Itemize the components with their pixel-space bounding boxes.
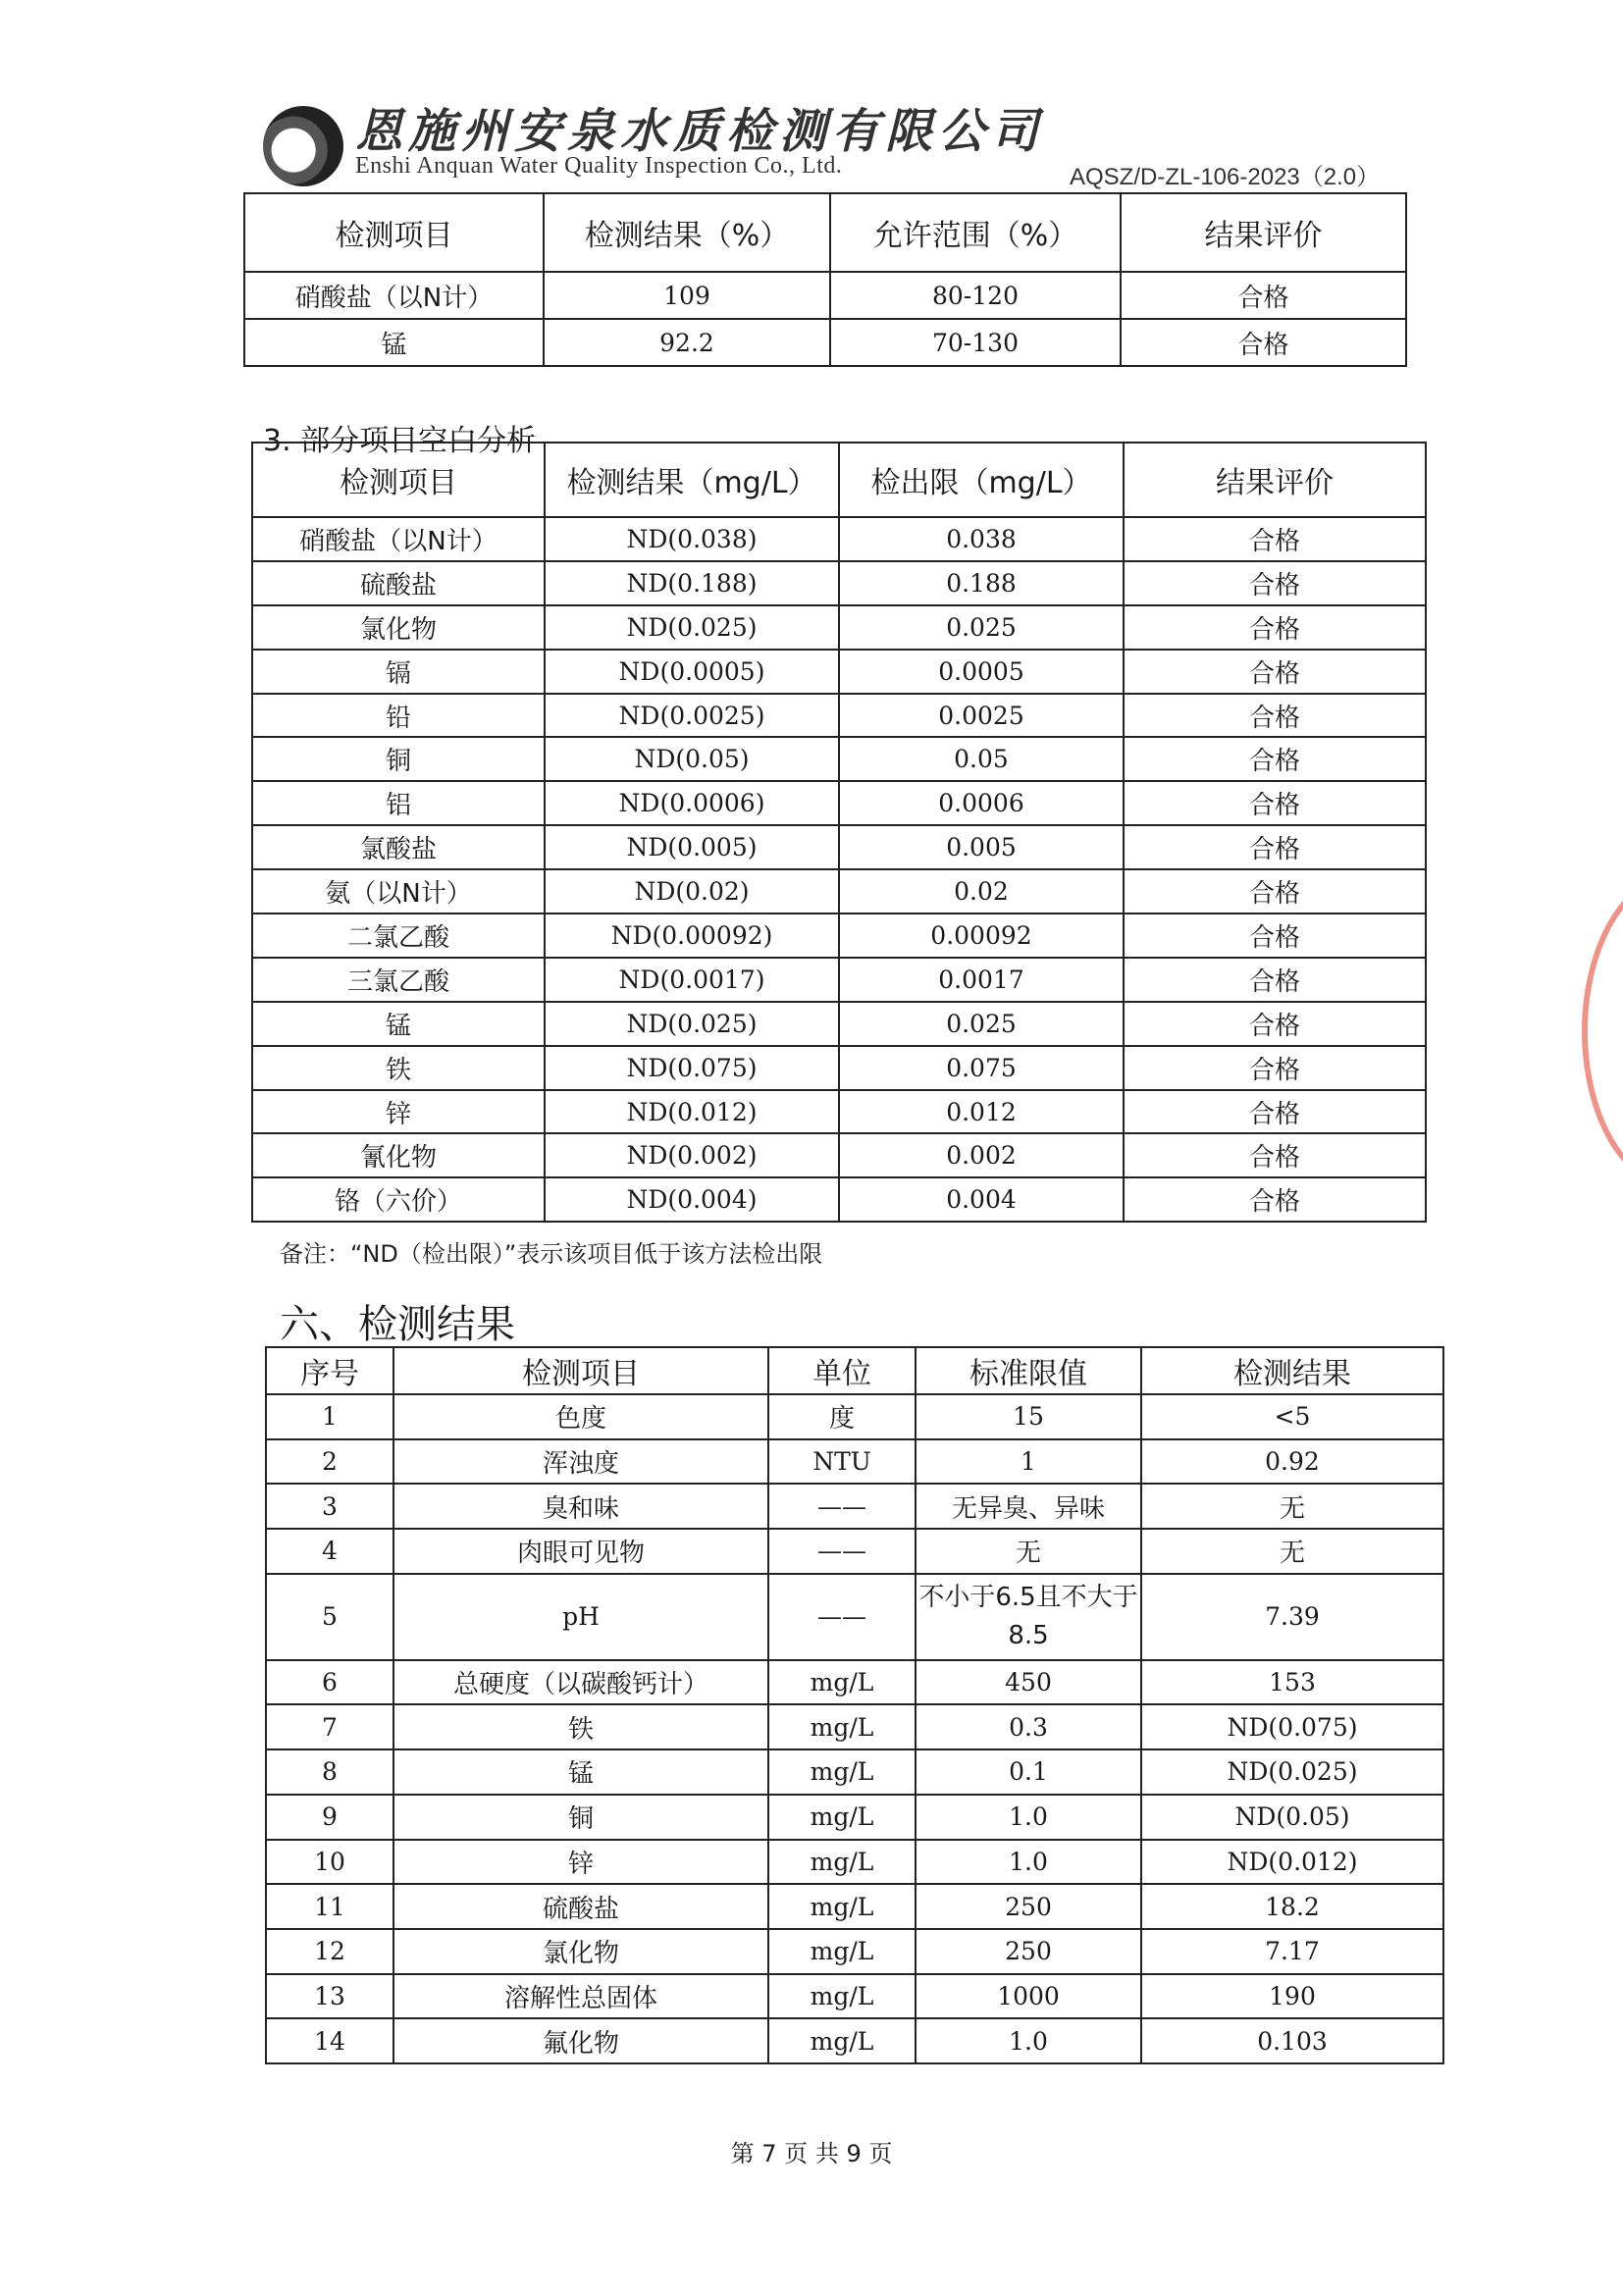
- table-cell: 硫酸盐: [393, 1884, 768, 1929]
- table-cell: 铜: [252, 737, 545, 781]
- table-cell: 铝: [252, 781, 545, 825]
- table-cell: 合格: [1121, 272, 1406, 319]
- table-cell: 3: [266, 1484, 393, 1529]
- table-row: [266, 1840, 1443, 1885]
- company-logo-icon: [263, 106, 343, 186]
- table-cell: 铅: [252, 694, 545, 738]
- table-cell: 铁: [252, 1046, 545, 1090]
- table-cell: 度: [768, 1394, 916, 1439]
- table-row: [266, 1795, 1443, 1840]
- table-cell: 18.2: [1141, 1884, 1443, 1929]
- table-cell: 15: [916, 1394, 1141, 1439]
- blank-analysis-table: [251, 442, 1427, 1223]
- table-cell: 硫酸盐: [252, 561, 545, 605]
- table-cell: 无: [1141, 1484, 1443, 1529]
- table-header: 允许范围（%）: [830, 193, 1121, 272]
- table-cell: 氨（以N计）: [252, 869, 545, 913]
- table-cell: 合格: [1124, 650, 1426, 694]
- table-cell: 合格: [1124, 781, 1426, 825]
- table-row: [252, 825, 1426, 869]
- table-cell: 4: [266, 1529, 393, 1574]
- table-cell: ND(0.075): [545, 1046, 839, 1090]
- table-cell: 合格: [1124, 1090, 1426, 1134]
- table-row: [244, 272, 1406, 319]
- table-row: [252, 561, 1426, 605]
- table-cell: ——: [768, 1529, 916, 1574]
- results-table: [265, 1346, 1444, 2064]
- table-cell: ND(0.025): [1141, 1749, 1443, 1795]
- table-row: [252, 869, 1426, 913]
- table-header: 检测项目: [244, 193, 544, 272]
- table-cell: 7: [266, 1704, 393, 1749]
- table-cell: mg/L: [768, 2018, 916, 2063]
- table-row: [252, 1002, 1426, 1046]
- table-cell: 109: [544, 272, 830, 319]
- table-note: 备注：“ND（检出限）”表示该项目低于该方法检出限: [280, 1240, 823, 1268]
- table-cell: 12: [266, 1929, 393, 1974]
- table-cell: 153: [1141, 1660, 1443, 1705]
- table-cell: ND(0.00092): [545, 913, 839, 958]
- table-row: [266, 1394, 1443, 1439]
- table-cell: 合格: [1124, 1177, 1426, 1222]
- table-header: 序号: [266, 1347, 393, 1394]
- company-name-cn: 恩施州安泉水质检测有限公司: [355, 104, 1045, 159]
- table-cell: 肉眼可见物: [393, 1529, 768, 1574]
- section-heading: 3. 部分项目空白分析: [263, 424, 537, 458]
- table-cell: 臭和味: [393, 1484, 768, 1529]
- table-cell: 450: [916, 1660, 1141, 1705]
- table-cell: 0.005: [839, 825, 1124, 869]
- table-row: [252, 737, 1426, 781]
- table-cell: mg/L: [768, 1704, 916, 1749]
- table-cell: 0.3: [916, 1704, 1141, 1749]
- table-cell: ND(0.002): [545, 1133, 839, 1177]
- table-cell: 锌: [252, 1090, 545, 1134]
- table-header: 单位: [768, 1347, 916, 1394]
- table-cell: ND(0.05): [1141, 1795, 1443, 1840]
- table-cell: 0.05: [839, 737, 1124, 781]
- seal-stamp-icon: [1582, 873, 1623, 1189]
- table-cell: 铬（六价）: [252, 1177, 545, 1222]
- table-cell: ND(0.0017): [545, 958, 839, 1002]
- table-cell: ND(0.004): [545, 1177, 839, 1222]
- table-cell: 7.39: [1141, 1574, 1443, 1660]
- table-cell: ND(0.05): [545, 737, 839, 781]
- table-cell: 8: [266, 1749, 393, 1795]
- table-cell: ND(0.012): [545, 1090, 839, 1134]
- table-row: [252, 1046, 1426, 1090]
- table-cell: 色度: [393, 1394, 768, 1439]
- table-row: [266, 1529, 1443, 1574]
- table-cell: 合格: [1124, 1133, 1426, 1177]
- table-row: [266, 1574, 1443, 1660]
- table-cell: 无异臭、异味: [916, 1484, 1141, 1529]
- table-row: [252, 781, 1426, 825]
- table-cell: 2: [266, 1439, 393, 1485]
- table-cell: ND(0.188): [545, 561, 839, 605]
- table-header: 检测结果（mg/L）: [545, 443, 839, 517]
- table-cell: 氟化物: [393, 2018, 768, 2063]
- table-cell: 250: [916, 1929, 1141, 1974]
- table-cell: 三氯乙酸: [252, 958, 545, 1002]
- table-cell: 250: [916, 1884, 1141, 1929]
- company-name-en: Enshi Anquan Water Quality Inspection Co., Ltd.: [355, 153, 843, 179]
- table-cell: ND(0.0006): [545, 781, 839, 825]
- table-cell: 0.92: [1141, 1439, 1443, 1485]
- table-header: 标准限值: [916, 1347, 1141, 1394]
- table-row: [252, 517, 1426, 561]
- table-row: [244, 319, 1406, 366]
- table-header: 检测结果: [1141, 1347, 1443, 1394]
- table-row: [266, 1884, 1443, 1929]
- table-header: 检出限（mg/L）: [839, 443, 1124, 517]
- table-cell: 锰: [252, 1002, 545, 1046]
- table-row: [252, 913, 1426, 958]
- page-number: 第 7 页 共 9 页: [730, 2140, 893, 2167]
- table-cell: 二氯乙酸: [252, 913, 545, 958]
- table-header: 结果评价: [1121, 193, 1406, 272]
- table-cell: 0.012: [839, 1090, 1124, 1134]
- table-cell: mg/L: [768, 1749, 916, 1795]
- table-cell: 合格: [1124, 1002, 1426, 1046]
- table-cell: 溶解性总固体: [393, 1974, 768, 2019]
- table-cell: 13: [266, 1974, 393, 2019]
- table-cell: 合格: [1124, 737, 1426, 781]
- table-cell: 0.0025: [839, 694, 1124, 738]
- table-cell: 总硬度（以碳酸钙计）: [393, 1660, 768, 1705]
- table-row: [252, 1177, 1426, 1222]
- table-cell: 0.00092: [839, 913, 1124, 958]
- table-header: 检测项目: [393, 1347, 768, 1394]
- table-cell: 0.02: [839, 869, 1124, 913]
- table-cell: 10: [266, 1840, 393, 1885]
- recovery-table: [243, 192, 1407, 367]
- table-row: [266, 1749, 1443, 1795]
- table-cell: ——: [768, 1484, 916, 1529]
- table-cell: 1.0: [916, 2018, 1141, 2063]
- table-cell: 6: [266, 1660, 393, 1705]
- table-row: [266, 1484, 1443, 1529]
- table-header: 检测项目: [252, 443, 545, 517]
- table-cell: mg/L: [768, 1660, 916, 1705]
- table-cell: 0.0006: [839, 781, 1124, 825]
- table-row: [266, 1929, 1443, 1974]
- table-cell: 硝酸盐（以N计）: [252, 517, 545, 561]
- table-cell: 92.2: [544, 319, 830, 366]
- table-cell: 氯化物: [393, 1929, 768, 1974]
- table-cell: ND(0.038): [545, 517, 839, 561]
- table-cell: 氯化物: [252, 605, 545, 650]
- table-row: [252, 650, 1426, 694]
- table-cell: 锰: [244, 319, 544, 366]
- table-cell: 铁: [393, 1704, 768, 1749]
- table-cell: 14: [266, 2018, 393, 2063]
- table-cell: 7.17: [1141, 1929, 1443, 1974]
- table-cell: 合格: [1124, 1046, 1426, 1090]
- table-cell: mg/L: [768, 1884, 916, 1929]
- table-cell: 0.025: [839, 605, 1124, 650]
- table-cell: 1: [916, 1439, 1141, 1485]
- table-cell: ND(0.075): [1141, 1704, 1443, 1749]
- table-row: [252, 1090, 1426, 1134]
- table-cell: 80-120: [830, 272, 1121, 319]
- table-cell: 1000: [916, 1974, 1141, 2019]
- table-cell: <5: [1141, 1394, 1443, 1439]
- table-cell: 合格: [1124, 869, 1426, 913]
- section-heading: 六、检测结果: [280, 1302, 515, 1347]
- table-cell: ND(0.025): [545, 1002, 839, 1046]
- table-row: [266, 1704, 1443, 1749]
- table-cell: 氯酸盐: [252, 825, 545, 869]
- table-cell: 5: [266, 1574, 393, 1660]
- table-cell: ——: [768, 1574, 916, 1660]
- table-cell: 合格: [1124, 825, 1426, 869]
- table-cell: NTU: [768, 1439, 916, 1485]
- table-row: [252, 958, 1426, 1002]
- table-cell: 9: [266, 1795, 393, 1840]
- table-cell: mg/L: [768, 1929, 916, 1974]
- table-cell: 0.0017: [839, 958, 1124, 1002]
- document-code: AQSZ/D-ZL-106-2023（2.0）: [1070, 164, 1381, 190]
- table-cell: ND(0.02): [545, 869, 839, 913]
- table-cell: 锰: [393, 1749, 768, 1795]
- table-cell: 无: [916, 1529, 1141, 1574]
- table-cell: 0.025: [839, 1002, 1124, 1046]
- table-cell: 不小于6.5且不大于8.5: [916, 1574, 1141, 1660]
- table-cell: ND(0.0005): [545, 650, 839, 694]
- table-cell: 1: [266, 1394, 393, 1439]
- table-cell: 1.0: [916, 1795, 1141, 1840]
- table-cell: ND(0.005): [545, 825, 839, 869]
- table-row: [252, 1133, 1426, 1177]
- table-cell: 11: [266, 1884, 393, 1929]
- table-cell: 70-130: [830, 319, 1121, 366]
- table-cell: mg/L: [768, 1974, 916, 2019]
- table-row: [252, 605, 1426, 650]
- table-cell: 0.188: [839, 561, 1124, 605]
- table-cell: 氰化物: [252, 1133, 545, 1177]
- table-row: [266, 1974, 1443, 2019]
- table-header: 结果评价: [1124, 443, 1426, 517]
- table-row: [266, 1660, 1443, 1705]
- table-cell: 合格: [1121, 319, 1406, 366]
- table-cell: 镉: [252, 650, 545, 694]
- table-cell: ND(0.0025): [545, 694, 839, 738]
- table-cell: 合格: [1124, 517, 1426, 561]
- table-cell: 0.075: [839, 1046, 1124, 1090]
- table-row: [266, 2018, 1443, 2063]
- table-cell: 硝酸盐（以N计）: [244, 272, 544, 319]
- table-cell: 浑浊度: [393, 1439, 768, 1485]
- table-cell: mg/L: [768, 1840, 916, 1885]
- table-cell: ND(0.012): [1141, 1840, 1443, 1885]
- table-row: [266, 1439, 1443, 1485]
- table-header: 检测结果（%）: [544, 193, 830, 272]
- table-cell: 合格: [1124, 958, 1426, 1002]
- table-cell: 0.004: [839, 1177, 1124, 1222]
- table-cell: 合格: [1124, 913, 1426, 958]
- table-cell: 合格: [1124, 561, 1426, 605]
- table-cell: 0.002: [839, 1133, 1124, 1177]
- table-cell: 铜: [393, 1795, 768, 1840]
- table-cell: 无: [1141, 1529, 1443, 1574]
- table-cell: 1.0: [916, 1840, 1141, 1885]
- table-cell: 0.0005: [839, 650, 1124, 694]
- table-cell: ND(0.025): [545, 605, 839, 650]
- table-cell: 合格: [1124, 694, 1426, 738]
- table-cell: 0.1: [916, 1749, 1141, 1795]
- table-cell: mg/L: [768, 1795, 916, 1840]
- table-cell: 合格: [1124, 605, 1426, 650]
- table-cell: 0.038: [839, 517, 1124, 561]
- table-cell: pH: [393, 1574, 768, 1660]
- table-cell: 锌: [393, 1840, 768, 1885]
- table-cell: 0.103: [1141, 2018, 1443, 2063]
- table-cell: 190: [1141, 1974, 1443, 2019]
- table-row: [252, 694, 1426, 738]
